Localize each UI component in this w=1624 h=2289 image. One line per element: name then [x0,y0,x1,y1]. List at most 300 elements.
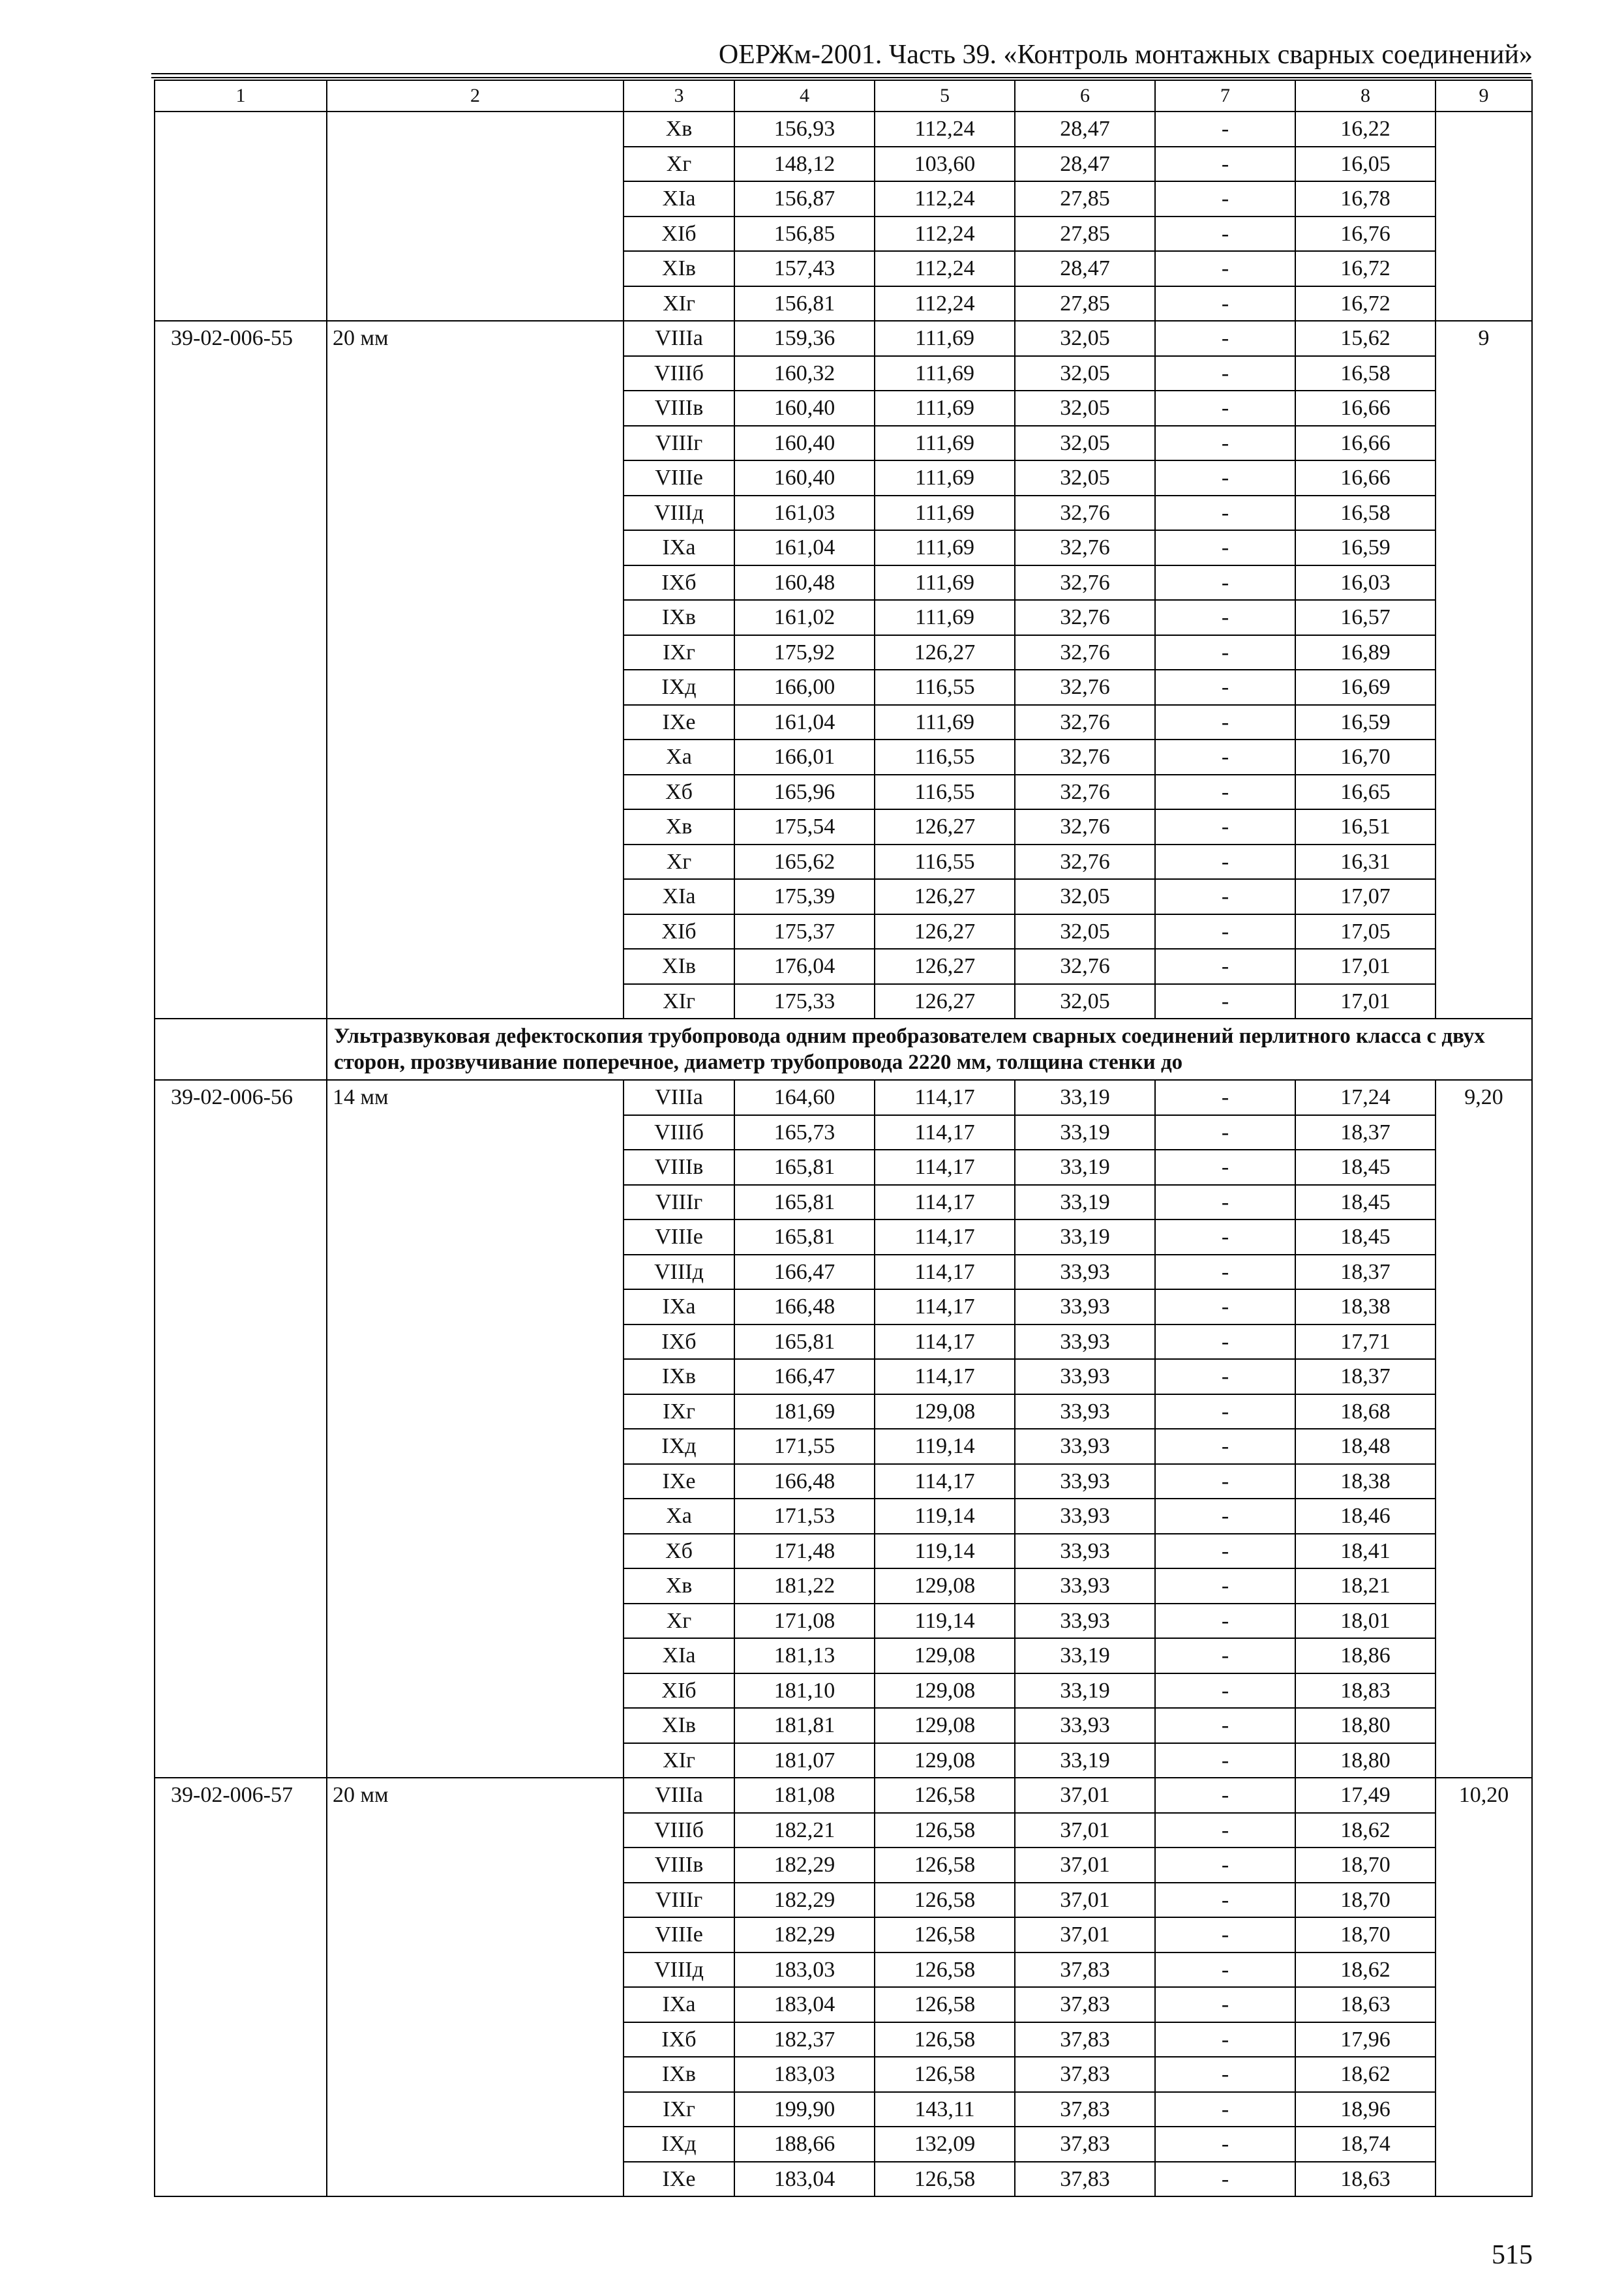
driver-wage-cell: - [1155,1568,1295,1604]
materials-cost-cell: 18,62 [1295,1813,1436,1848]
materials-cost-cell: 16,65 [1295,775,1436,810]
machine-cost-cell: 32,76 [1015,565,1155,601]
category-cell: IХа [624,1987,734,2022]
category-cell: VIIIб [624,1115,734,1150]
labor-cost-cell: 114,17 [875,1150,1015,1185]
materials-cost-cell: 17,05 [1295,914,1436,950]
category-cell: Хг [624,1604,734,1639]
section-heading: Ультразвуковая дефектоскопия трубопровода одним преобразователем сварных соединений перлитного класса с двух сторон, прозвучивание поперечное, диаметр трубопровода 2220 мм, толщина стенки до [327,1019,1532,1080]
total-cost-cell: 182,29 [734,1848,875,1883]
category-cell: VIIIд [624,1255,734,1290]
column-number-row [155,80,1532,112]
category-cell: ХIв [624,949,734,984]
page-number: 515 [1492,2240,1533,2270]
materials-cost-cell: 18,96 [1295,2092,1436,2127]
machine-cost-cell: 33,93 [1015,1324,1155,1360]
materials-cost-cell: 18,38 [1295,1464,1436,1499]
driver-wage-cell: - [1155,775,1295,810]
category-cell: Хв [624,809,734,845]
category-cell: ХIг [624,984,734,1019]
driver-wage-cell: - [1155,321,1295,356]
labor-cost-cell: 126,27 [875,949,1015,984]
materials-cost-cell: 16,59 [1295,530,1436,565]
total-cost-cell: 166,47 [734,1255,875,1290]
machine-cost-cell: 37,83 [1015,1987,1155,2022]
total-cost-cell: 166,48 [734,1289,875,1324]
column-number: 9 [1436,80,1532,112]
category-cell: VIIIг [624,1883,734,1918]
machine-cost-cell: 32,76 [1015,949,1155,984]
total-cost-cell: 171,53 [734,1499,875,1534]
labor-cost-cell: 126,27 [875,879,1015,914]
category-cell: ХIб [624,217,734,252]
category-cell: VIIIд [624,1952,734,1988]
category-cell: Хг [624,845,734,880]
driver-wage-cell: - [1155,2022,1295,2057]
machine-cost-cell: 32,76 [1015,705,1155,740]
driver-wage-cell: - [1155,2092,1295,2127]
labor-hours-cell [1436,112,1532,321]
total-cost-cell: 165,81 [734,1150,875,1185]
driver-wage-cell: - [1155,565,1295,601]
category-cell: VIIIа [624,321,734,356]
driver-wage-cell: - [1155,530,1295,565]
materials-cost-cell: 18,63 [1295,2162,1436,2197]
labor-cost-cell: 119,14 [875,1534,1015,1569]
machine-cost-cell: 37,83 [1015,2092,1155,2127]
labor-cost-cell: 114,17 [875,1359,1015,1394]
total-cost-cell: 166,00 [734,670,875,705]
machine-cost-cell: 33,93 [1015,1429,1155,1464]
driver-wage-cell: - [1155,914,1295,950]
materials-cost-cell: 18,70 [1295,1848,1436,1883]
total-cost-cell: 171,55 [734,1429,875,1464]
machine-cost-cell: 37,01 [1015,1883,1155,1918]
total-cost-cell: 182,37 [734,2022,875,2057]
total-cost-cell: 175,54 [734,809,875,845]
materials-cost-cell: 16,70 [1295,740,1436,775]
labor-cost-cell: 111,69 [875,530,1015,565]
category-cell: IХб [624,2022,734,2057]
driver-wage-cell: - [1155,1708,1295,1743]
driver-wage-cell: - [1155,635,1295,670]
labor-cost-cell: 111,69 [875,391,1015,426]
category-cell: Ха [624,740,734,775]
driver-wage-cell: - [1155,1499,1295,1534]
category-cell: VIIIв [624,1150,734,1185]
column-number: 3 [624,80,734,112]
total-cost-cell: 188,66 [734,2127,875,2162]
driver-wage-cell: - [1155,1255,1295,1290]
driver-wage-cell: - [1155,1813,1295,1848]
table-body [155,112,1532,2196]
driver-wage-cell: - [1155,809,1295,845]
labor-cost-cell: 129,08 [875,1568,1015,1604]
materials-cost-cell: 16,76 [1295,217,1436,252]
driver-wage-cell: - [1155,1638,1295,1673]
driver-wage-cell: - [1155,1604,1295,1639]
driver-wage-cell: - [1155,1219,1295,1255]
driver-wage-cell: - [1155,426,1295,461]
driver-wage-cell: - [1155,949,1295,984]
labor-cost-cell: 114,17 [875,1289,1015,1324]
driver-wage-cell: - [1155,1359,1295,1394]
labor-cost-cell: 129,08 [875,1743,1015,1778]
machine-cost-cell: 37,83 [1015,2022,1155,2057]
total-cost-cell: 161,04 [734,530,875,565]
machine-cost-cell: 33,93 [1015,1604,1155,1639]
driver-wage-cell: - [1155,391,1295,426]
materials-cost-cell: 18,63 [1295,1987,1436,2022]
total-cost-cell: 165,96 [734,775,875,810]
category-cell: IХд [624,670,734,705]
materials-cost-cell: 18,01 [1295,1604,1436,1639]
column-number: 8 [1295,80,1436,112]
materials-cost-cell: 16,59 [1295,705,1436,740]
category-cell: VIIIе [624,1917,734,1952]
materials-cost-cell: 16,78 [1295,181,1436,217]
labor-cost-cell: 114,17 [875,1255,1015,1290]
driver-wage-cell: - [1155,2057,1295,2092]
category-cell: IХд [624,1429,734,1464]
labor-cost-cell: 112,24 [875,286,1015,322]
materials-cost-cell: 17,01 [1295,984,1436,1019]
machine-cost-cell: 33,19 [1015,1219,1155,1255]
rate-name: 20 мм [327,1778,624,2196]
machine-cost-cell: 33,93 [1015,1359,1155,1394]
labor-cost-cell: 111,69 [875,705,1015,740]
category-cell: Ха [624,1499,734,1534]
labor-cost-cell: 112,24 [875,181,1015,217]
materials-cost-cell: 18,68 [1295,1394,1436,1429]
materials-cost-cell: 16,69 [1295,670,1436,705]
materials-cost-cell: 16,89 [1295,635,1436,670]
total-cost-cell: 148,12 [734,147,875,182]
total-cost-cell: 175,39 [734,879,875,914]
total-cost-cell: 160,40 [734,391,875,426]
labor-cost-cell: 129,08 [875,1708,1015,1743]
section-heading-row [155,1019,1532,1080]
machine-cost-cell: 32,05 [1015,356,1155,391]
materials-cost-cell: 16,72 [1295,251,1436,286]
materials-cost-cell: 18,45 [1295,1150,1436,1185]
labor-cost-cell: 116,55 [875,845,1015,880]
driver-wage-cell: - [1155,705,1295,740]
machine-cost-cell: 27,85 [1015,286,1155,322]
total-cost-cell: 161,03 [734,496,875,531]
driver-wage-cell: - [1155,181,1295,217]
labor-hours-cell: 9 [1436,321,1532,1019]
machine-cost-cell: 37,83 [1015,2162,1155,2197]
category-cell: VIIIб [624,356,734,391]
machine-cost-cell: 33,19 [1015,1185,1155,1220]
machine-cost-cell: 33,93 [1015,1289,1155,1324]
machine-cost-cell: 32,05 [1015,879,1155,914]
materials-cost-cell: 17,01 [1295,949,1436,984]
materials-cost-cell: 16,58 [1295,356,1436,391]
category-cell: VIIIв [624,391,734,426]
labor-cost-cell: 126,27 [875,984,1015,1019]
category-cell: ХIв [624,1708,734,1743]
labor-hours-cell: 9,20 [1436,1080,1532,1778]
category-cell: VIIIа [624,1778,734,1813]
category-cell: IХв [624,600,734,635]
total-cost-cell: 165,81 [734,1324,875,1360]
category-cell: ХIв [624,251,734,286]
materials-cost-cell: 17,71 [1295,1324,1436,1360]
total-cost-cell: 183,04 [734,1987,875,2022]
total-cost-cell: 182,29 [734,1917,875,1952]
price-table [154,80,1533,2197]
machine-cost-cell: 28,47 [1015,112,1155,147]
total-cost-cell: 181,10 [734,1673,875,1709]
machine-cost-cell: 37,01 [1015,1917,1155,1952]
materials-cost-cell: 18,80 [1295,1708,1436,1743]
materials-cost-cell: 16,51 [1295,809,1436,845]
machine-cost-cell: 37,83 [1015,2127,1155,2162]
labor-cost-cell: 114,17 [875,1219,1015,1255]
labor-cost-cell: 126,58 [875,1917,1015,1952]
driver-wage-cell: - [1155,1743,1295,1778]
materials-cost-cell: 17,07 [1295,879,1436,914]
driver-wage-cell: - [1155,2127,1295,2162]
total-cost-cell: 165,81 [734,1219,875,1255]
labor-cost-cell: 114,17 [875,1115,1015,1150]
machine-cost-cell: 32,76 [1015,635,1155,670]
machine-cost-cell: 32,76 [1015,530,1155,565]
materials-cost-cell: 18,45 [1295,1185,1436,1220]
machine-cost-cell: 33,19 [1015,1743,1155,1778]
labor-cost-cell: 129,08 [875,1638,1015,1673]
machine-cost-cell: 37,83 [1015,1952,1155,1988]
header-rule [151,73,1531,74]
total-cost-cell: 160,40 [734,460,875,496]
column-number: 6 [1015,80,1155,112]
driver-wage-cell: - [1155,740,1295,775]
labor-cost-cell: 111,69 [875,496,1015,531]
materials-cost-cell: 18,41 [1295,1534,1436,1569]
machine-cost-cell: 33,19 [1015,1080,1155,1115]
machine-cost-cell: 32,05 [1015,391,1155,426]
labor-cost-cell: 112,24 [875,251,1015,286]
category-cell: IХе [624,2162,734,2197]
materials-cost-cell: 18,21 [1295,1568,1436,1604]
driver-wage-cell: - [1155,845,1295,880]
machine-cost-cell: 32,76 [1015,600,1155,635]
category-cell: IХв [624,2057,734,2092]
category-cell: ХIа [624,1638,734,1673]
labor-cost-cell: 143,11 [875,2092,1015,2127]
labor-cost-cell: 111,69 [875,426,1015,461]
driver-wage-cell: - [1155,1289,1295,1324]
table-row [155,1778,1532,1813]
materials-cost-cell: 18,62 [1295,2057,1436,2092]
rate-name: 20 мм [327,321,624,1019]
total-cost-cell: 171,08 [734,1604,875,1639]
category-cell: ХIб [624,1673,734,1709]
labor-cost-cell: 126,58 [875,2022,1015,2057]
driver-wage-cell: - [1155,1324,1295,1360]
machine-cost-cell: 37,83 [1015,2057,1155,2092]
column-number: 2 [327,80,624,112]
driver-wage-cell: - [1155,2162,1295,2197]
labor-cost-cell: 119,14 [875,1604,1015,1639]
machine-cost-cell: 33,93 [1015,1499,1155,1534]
materials-cost-cell: 16,05 [1295,147,1436,182]
labor-cost-cell: 111,69 [875,600,1015,635]
materials-cost-cell: 16,72 [1295,286,1436,322]
labor-cost-cell: 111,69 [875,356,1015,391]
machine-cost-cell: 37,01 [1015,1813,1155,1848]
category-cell: Хв [624,1568,734,1604]
driver-wage-cell: - [1155,112,1295,147]
total-cost-cell: 182,21 [734,1813,875,1848]
total-cost-cell: 166,48 [734,1464,875,1499]
category-cell: IХе [624,1464,734,1499]
labor-cost-cell: 126,58 [875,1778,1015,1813]
driver-wage-cell: - [1155,1080,1295,1115]
machine-cost-cell: 32,05 [1015,426,1155,461]
driver-wage-cell: - [1155,356,1295,391]
driver-wage-cell: - [1155,1917,1295,1952]
rate-code: 39-02-006-57 [155,1778,327,2196]
total-cost-cell: 156,85 [734,217,875,252]
category-cell: Хб [624,1534,734,1569]
machine-cost-cell: 32,05 [1015,914,1155,950]
materials-cost-cell: 16,66 [1295,426,1436,461]
machine-cost-cell: 33,93 [1015,1255,1155,1290]
total-cost-cell: 164,60 [734,1080,875,1115]
total-cost-cell: 183,04 [734,2162,875,2197]
machine-cost-cell: 33,19 [1015,1115,1155,1150]
total-cost-cell: 166,01 [734,740,875,775]
total-cost-cell: 175,92 [734,635,875,670]
machine-cost-cell: 32,76 [1015,670,1155,705]
materials-cost-cell: 16,66 [1295,391,1436,426]
driver-wage-cell: - [1155,460,1295,496]
labor-cost-cell: 114,17 [875,1185,1015,1220]
materials-cost-cell: 18,62 [1295,1952,1436,1988]
labor-cost-cell: 126,58 [875,2162,1015,2197]
materials-cost-cell: 18,83 [1295,1673,1436,1709]
machine-cost-cell: 32,05 [1015,321,1155,356]
labor-cost-cell: 126,58 [875,1813,1015,1848]
materials-cost-cell: 16,66 [1295,460,1436,496]
labor-cost-cell: 129,08 [875,1394,1015,1429]
labor-cost-cell: 126,58 [875,1952,1015,1988]
driver-wage-cell: - [1155,1778,1295,1813]
materials-cost-cell: 16,31 [1295,845,1436,880]
driver-wage-cell: - [1155,1673,1295,1709]
rate-code: 39-02-006-56 [155,1080,327,1778]
machine-cost-cell: 27,85 [1015,217,1155,252]
category-cell: IХа [624,1289,734,1324]
materials-cost-cell: 18,48 [1295,1429,1436,1464]
labor-cost-cell: 103,60 [875,147,1015,182]
materials-cost-cell: 18,45 [1295,1219,1436,1255]
total-cost-cell: 157,43 [734,251,875,286]
labor-hours-cell: 10,20 [1436,1778,1532,2196]
labor-cost-cell: 114,17 [875,1080,1015,1115]
driver-wage-cell: - [1155,879,1295,914]
category-cell: ХIа [624,879,734,914]
labor-cost-cell: 111,69 [875,321,1015,356]
section-code-cell [155,1019,327,1080]
materials-cost-cell: 18,37 [1295,1115,1436,1150]
driver-wage-cell: - [1155,1115,1295,1150]
total-cost-cell: 181,81 [734,1708,875,1743]
driver-wage-cell: - [1155,1429,1295,1464]
column-number: 1 [155,80,327,112]
total-cost-cell: 183,03 [734,1952,875,1988]
category-cell: VIIIе [624,1219,734,1255]
total-cost-cell: 166,47 [734,1359,875,1394]
materials-cost-cell: 16,58 [1295,496,1436,531]
category-cell: Хв [624,112,734,147]
machine-cost-cell: 32,05 [1015,460,1155,496]
total-cost-cell: 181,08 [734,1778,875,1813]
total-cost-cell: 175,33 [734,984,875,1019]
category-cell: VIIIг [624,426,734,461]
rate-code: 39-02-006-55 [155,321,327,1019]
materials-cost-cell: 16,57 [1295,600,1436,635]
machine-cost-cell: 33,93 [1015,1568,1155,1604]
materials-cost-cell: 18,80 [1295,1743,1436,1778]
driver-wage-cell: - [1155,286,1295,322]
machine-cost-cell: 33,19 [1015,1150,1155,1185]
labor-cost-cell: 116,55 [875,740,1015,775]
machine-cost-cell: 32,05 [1015,984,1155,1019]
materials-cost-cell: 18,86 [1295,1638,1436,1673]
driver-wage-cell: - [1155,1185,1295,1220]
column-number: 5 [875,80,1015,112]
labor-cost-cell: 116,55 [875,670,1015,705]
machine-cost-cell: 28,47 [1015,251,1155,286]
total-cost-cell: 159,36 [734,321,875,356]
category-cell: IХа [624,530,734,565]
table-row [155,1080,1532,1115]
total-cost-cell: 171,48 [734,1534,875,1569]
materials-cost-cell: 17,96 [1295,2022,1436,2057]
category-cell: IХв [624,1359,734,1394]
materials-cost-cell: 15,62 [1295,321,1436,356]
total-cost-cell: 160,48 [734,565,875,601]
machine-cost-cell: 33,93 [1015,1394,1155,1429]
category-cell: IХг [624,1394,734,1429]
materials-cost-cell: 18,38 [1295,1289,1436,1324]
driver-wage-cell: - [1155,1883,1295,1918]
category-cell: IХд [624,2127,734,2162]
driver-wage-cell: - [1155,1987,1295,2022]
page-header-title: ОЕРЖм-2001. Часть 39. «Контроль монтажных сварных соединений» [718,40,1533,70]
total-cost-cell: 181,07 [734,1743,875,1778]
total-cost-cell: 156,81 [734,286,875,322]
materials-cost-cell: 18,70 [1295,1917,1436,1952]
category-cell: ХIг [624,1743,734,1778]
category-cell: IХг [624,635,734,670]
total-cost-cell: 182,29 [734,1883,875,1918]
driver-wage-cell: - [1155,1150,1295,1185]
labor-cost-cell: 119,14 [875,1499,1015,1534]
total-cost-cell: 181,69 [734,1394,875,1429]
machine-cost-cell: 27,85 [1015,181,1155,217]
table-row [155,321,1532,356]
category-cell: IХб [624,1324,734,1360]
driver-wage-cell: - [1155,1534,1295,1569]
labor-cost-cell: 126,27 [875,809,1015,845]
labor-cost-cell: 111,69 [875,460,1015,496]
category-cell: VIIIд [624,496,734,531]
